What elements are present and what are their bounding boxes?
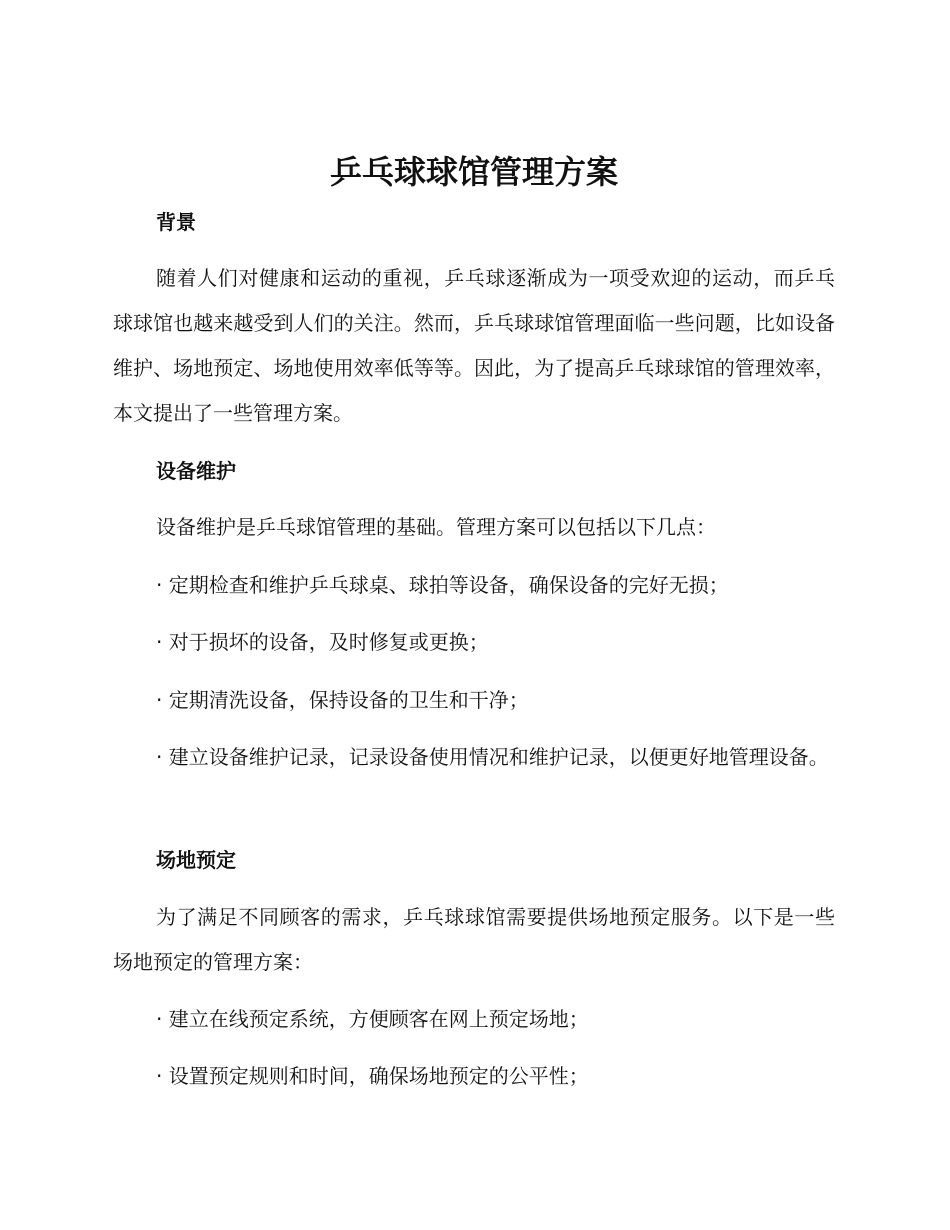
booking-bullet-2: · 设置预定规则和时间，确保场地预定的公平性； xyxy=(156,1064,589,1088)
equipment-bullet-2: · 对于损坏的设备，及时修复或更换； xyxy=(156,630,489,654)
equipment-bullet-3: · 定期清洗设备，保持设备的卫生和干净； xyxy=(156,688,529,712)
equipment-bullet-1: · 定期检查和维护乒乓球桌、球拍等设备，确保设备的完好无损； xyxy=(156,573,729,597)
booking-bullet-1: · 建立在线预定系统，方便顾客在网上预定场地； xyxy=(156,1007,589,1031)
section-heading-equipment: 设备维护 xyxy=(156,459,236,483)
document-title: 乒乓球球馆管理方案 xyxy=(329,153,618,191)
background-paragraph: 随着人们对健康和运动的重视，乒乓球逐渐成为一项受欢迎的运动，而乒乓球球馆也越来越受到人们的关注。然而，乒乓球球馆管理面临一些问题，比如设备维护、场地预定、场地使用效率低等等。因此，为了提高乒乓球球馆的管理效率，本文提出了一些管理方案。 xyxy=(113,266,835,425)
section-heading-booking: 场地预定 xyxy=(156,848,236,872)
equipment-bullet-4: · 建立设备维护记录，记录设备使用情况和维护记录，以便更好地管理设备。 xyxy=(156,745,829,769)
section-heading-background: 背景 xyxy=(156,210,196,234)
booking-intro: 为了满足不同顾客的需求，乒乓球球馆需要提供场地预定服务。以下是一些场地预定的管理方案： xyxy=(113,905,835,974)
equipment-intro: 设备维护是乒乓球馆管理的基础。管理方案可以包括以下几点： xyxy=(156,515,716,539)
